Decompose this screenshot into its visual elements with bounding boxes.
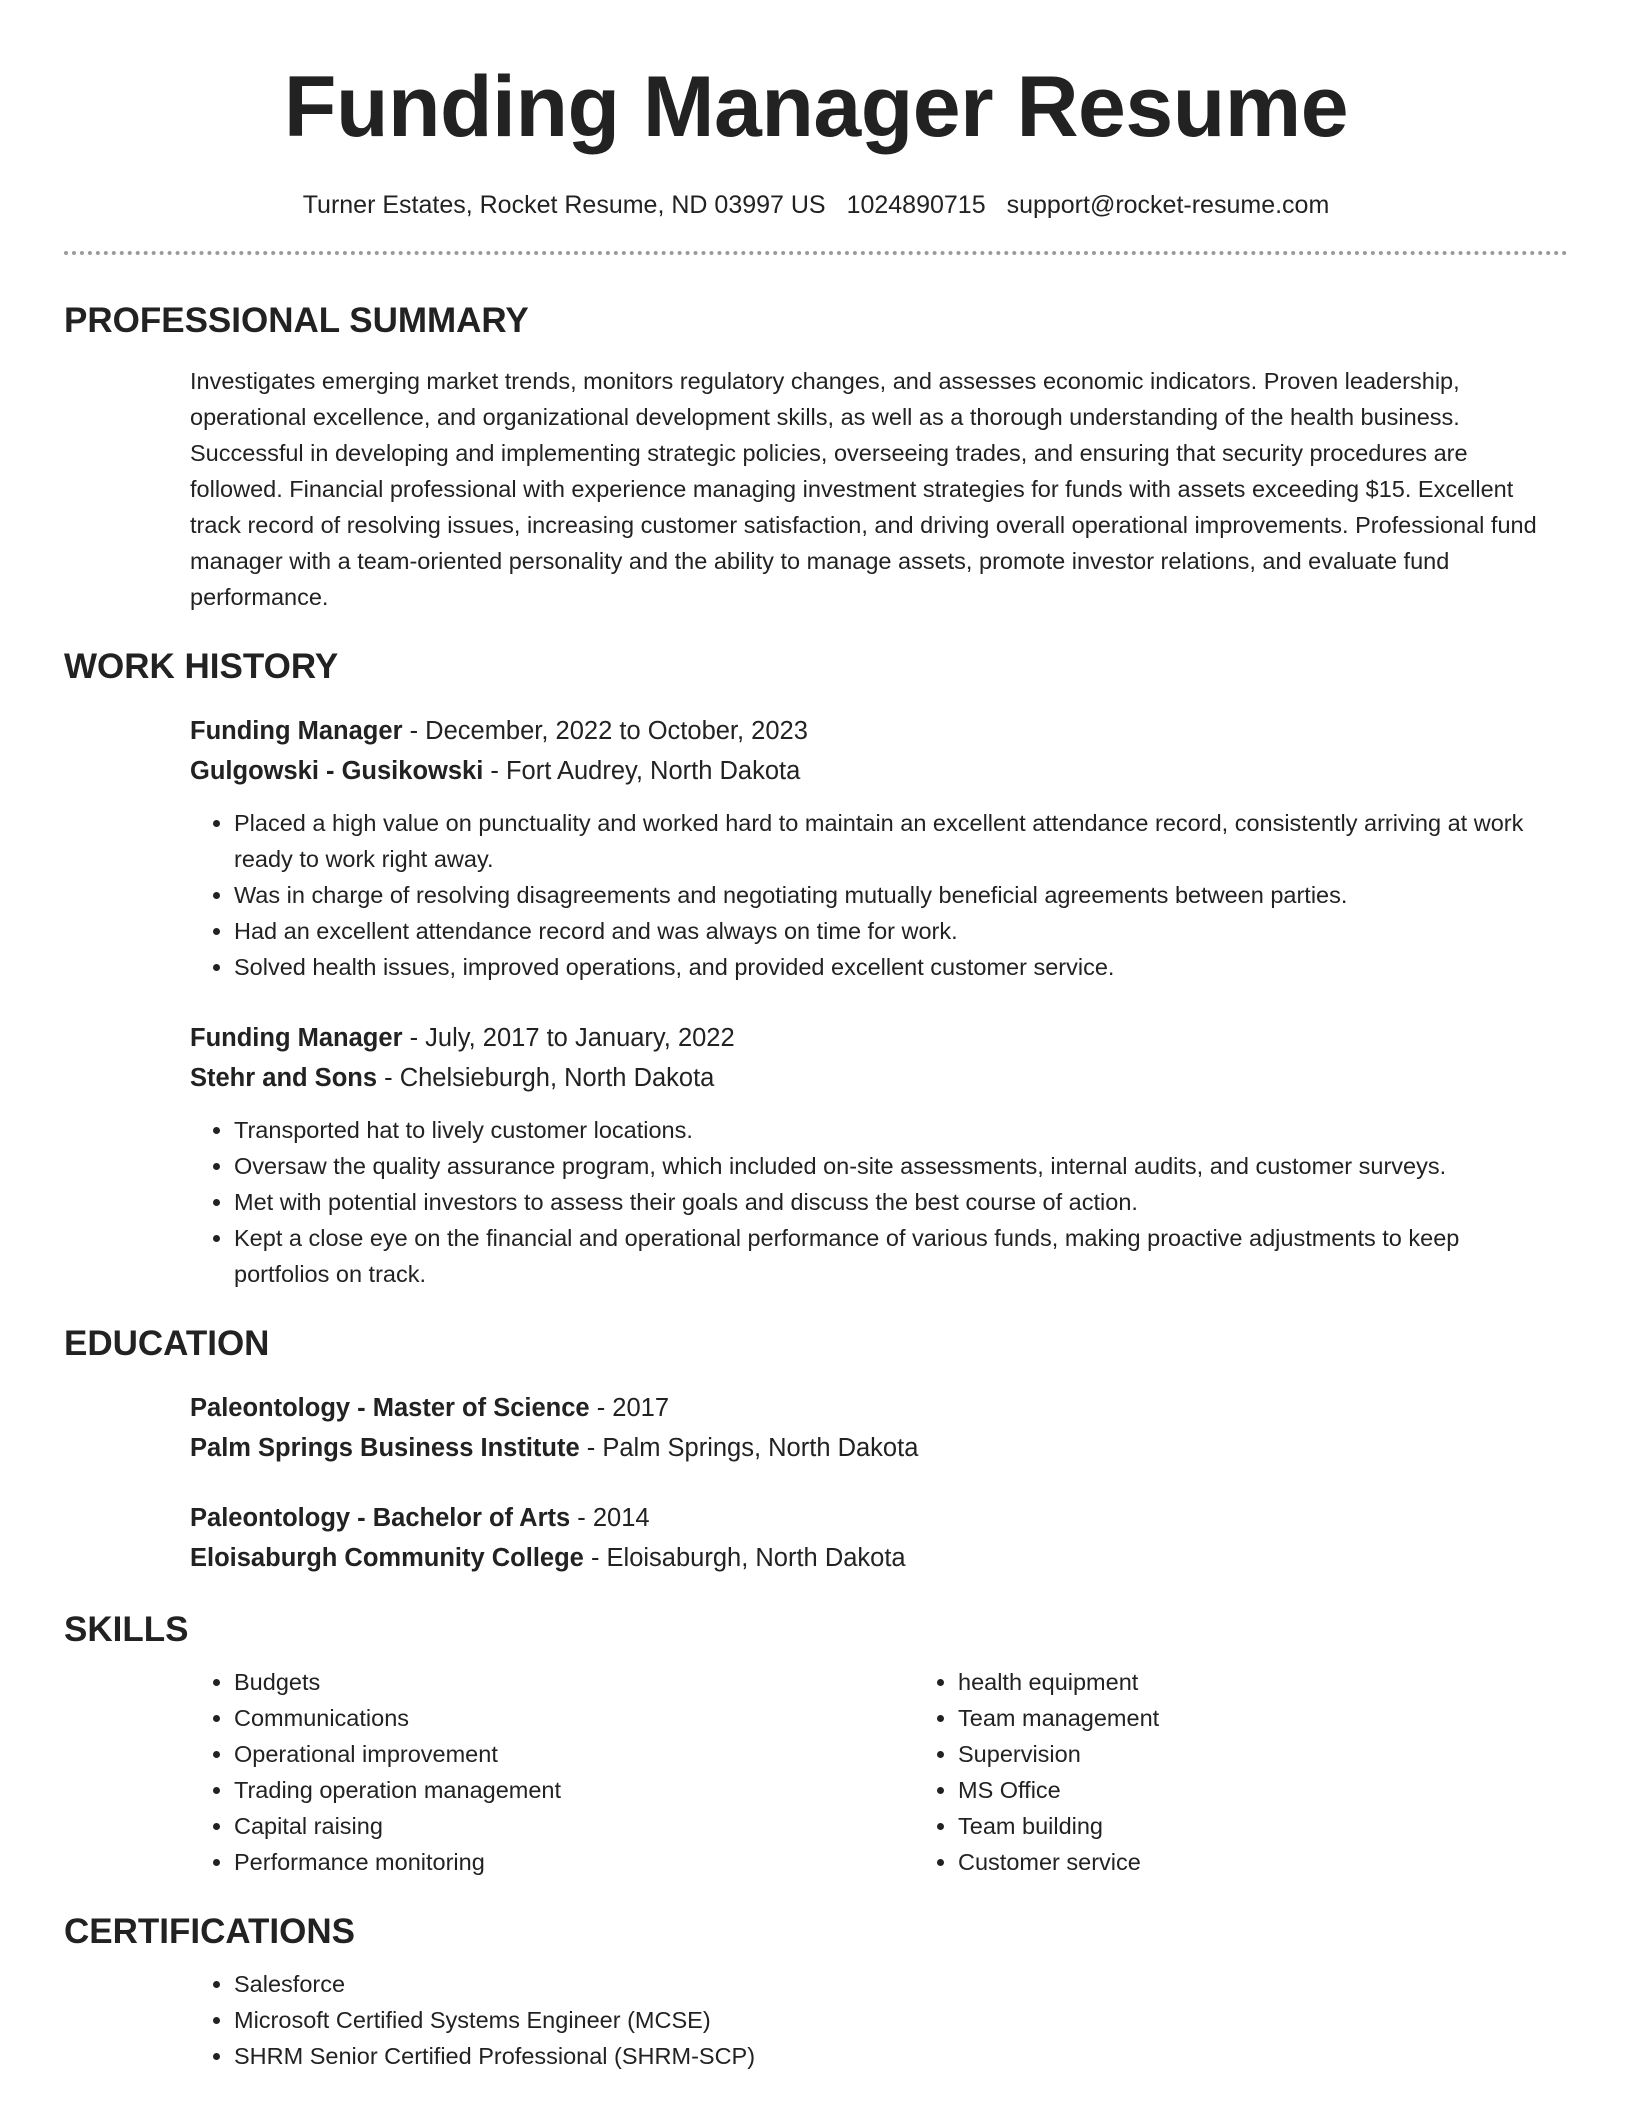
job-bullets — [190, 805, 1548, 985]
job-role: Funding Manager — [190, 717, 403, 745]
section-title-certifications: CERTIFICATIONS — [64, 1912, 356, 1951]
skill-item: • Team management — [958, 1700, 1458, 1736]
section-title-skills: SKILLS — [64, 1610, 189, 1649]
education-year: - 2014 — [570, 1504, 650, 1532]
skills-columns — [190, 1664, 1548, 1880]
job-header — [190, 1018, 1548, 1058]
contact-phone: 1024890715 — [846, 191, 986, 219]
education-degree: Paleontology - Bachelor of Arts — [190, 1504, 571, 1532]
skill-item: • Customer service — [958, 1844, 1458, 1880]
skill-item: • Budgets — [234, 1664, 914, 1700]
skill-item: • Trading operation management — [234, 1772, 914, 1808]
education-location: - Eloisaburgh, North Dakota — [583, 1544, 906, 1572]
list-item: • Oversaw the quality assurance program, which included on-site assessments, internal audits, and customer surveys. — [234, 1148, 1548, 1184]
education-school: Eloisaburgh Community College — [190, 1544, 584, 1572]
skill-item: • Communications — [234, 1700, 914, 1736]
list-item: • Placed a high value on punctuality and worked hard to maintain an excellent attendance record, consistently arriving at work ready to work right away. — [234, 805, 1548, 877]
job-entry — [190, 711, 1548, 791]
education-school-line — [190, 1428, 1548, 1468]
job-company: Gulgowski - Gusikowski — [190, 757, 484, 785]
education-entry — [190, 1498, 1548, 1578]
job-location: - Chelsieburgh, North Dakota — [377, 1064, 715, 1092]
job-bullets — [190, 1112, 1548, 1292]
section-title-education: EDUCATION — [64, 1324, 270, 1363]
list-item: • Was in charge of resolving disagreements and negotiating mutually beneficial agreements between parties. — [234, 877, 1548, 913]
contact-line — [64, 188, 1568, 222]
skill-item: • Team building — [958, 1808, 1458, 1844]
job-role: Funding Manager — [190, 1024, 403, 1052]
certification-item: • Microsoft Certified Systems Engineer (MCSE) — [234, 2002, 1548, 2038]
skills-list-left — [190, 1664, 914, 1880]
education-location: - Palm Springs, North Dakota — [579, 1434, 919, 1462]
certifications-list — [190, 1966, 1548, 2074]
skill-item: • Performance monitoring — [234, 1844, 914, 1880]
list-item: • Kept a close eye on the financial and operational performance of various funds, making proactive adjustments to keep portfolios on track. — [234, 1220, 1548, 1292]
job-header — [190, 711, 1548, 751]
education-degree-line — [190, 1498, 1548, 1538]
job-company-line — [190, 1058, 1548, 1098]
skills-list-right — [914, 1664, 1458, 1880]
job-company: Stehr and Sons — [190, 1064, 378, 1092]
skill-item: • Capital raising — [234, 1808, 914, 1844]
list-item: • Had an excellent attendance record and was always on time for work. — [234, 913, 1548, 949]
job-dates: - December, 2022 to October, 2023 — [402, 717, 808, 745]
summary-text: Investigates emerging market trends, monitors regulatory changes, and assesses economic indicators. Proven leadership, operational excellence, and organizational development skills, as well as a thorough understanding of the health business. Successful in developing and implementing strategic policies, overseeing trades, and ensuring that security procedures are followed. Financial professional with experience managing investment strategies for funds with assets exceeding $15. Excellent track record of resolving issues, increasing customer satisfaction, and driving overall operational improvements. Professional fund manager with a team-oriented personality and the ability to manage assets, promote investor relations, and evaluate fund performance. — [190, 368, 1537, 610]
section-title-summary: PROFESSIONAL SUMMARY — [64, 301, 529, 340]
education-degree: Paleontology - Master of Science — [190, 1394, 590, 1422]
list-item: • Met with potential investors to assess their goals and discuss the best course of action. — [234, 1184, 1548, 1220]
education-year: - 2017 — [589, 1394, 669, 1422]
contact-address: Turner Estates, Rocket Resume, ND 03997 US — [302, 191, 826, 219]
skill-item: • Operational improvement — [234, 1736, 914, 1772]
list-item: • Solved health issues, improved operations, and provided excellent customer service. — [234, 949, 1548, 985]
skill-item: • MS Office — [958, 1772, 1458, 1808]
job-location: - Fort Audrey, North Dakota — [483, 757, 801, 785]
list-item: • Transported hat to lively customer locations. — [234, 1112, 1548, 1148]
education-school-line — [190, 1538, 1548, 1578]
contact-email: support@rocket-resume.com — [1006, 191, 1330, 219]
education-degree-line — [190, 1388, 1548, 1428]
certification-item: • SHRM Senior Certified Professional (SHRM-SCP) — [234, 2038, 1548, 2074]
certification-item: • Salesforce — [234, 1966, 1548, 2002]
job-company-line — [190, 751, 1548, 791]
job-entry — [190, 1018, 1548, 1098]
job-dates: - July, 2017 to January, 2022 — [402, 1024, 735, 1052]
education-school: Palm Springs Business Institute — [190, 1434, 580, 1462]
header-divider — [64, 251, 1568, 255]
skill-item: • health equipment — [958, 1664, 1458, 1700]
skill-item: • Supervision — [958, 1736, 1458, 1772]
section-title-work-history: WORK HISTORY — [64, 647, 339, 686]
resume-title: Funding Manager Resume — [283, 59, 1349, 155]
education-entry — [190, 1388, 1548, 1468]
